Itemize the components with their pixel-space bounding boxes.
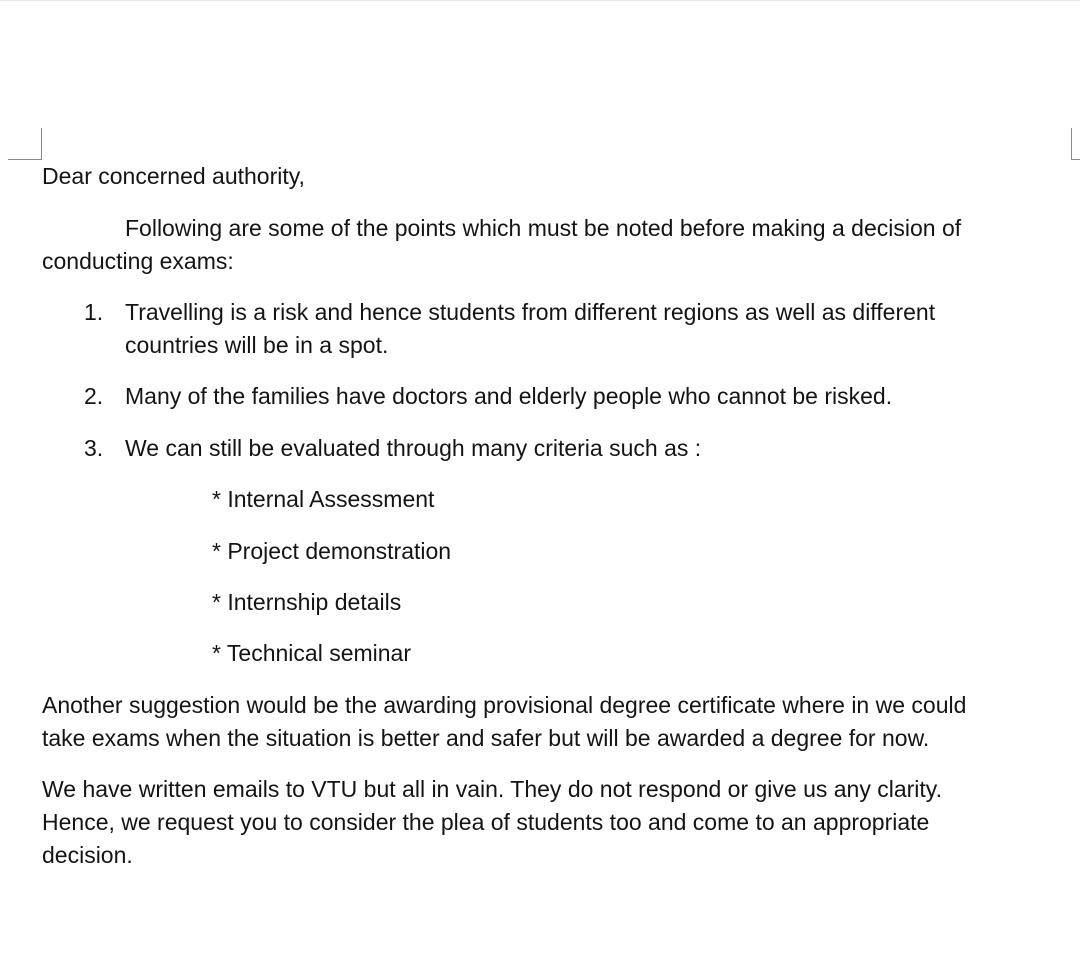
- criteria-item: * Project demonstration: [212, 538, 452, 564]
- salutation: Dear concerned authority,: [42, 163, 305, 189]
- criteria-item: * Technical seminar: [212, 640, 412, 666]
- margin-marker-left: [41, 128, 42, 159]
- closing-line: Hence, we request you to consider the plea of students too and come to an appropriate: [42, 809, 930, 835]
- intro-line: conducting exams:: [42, 248, 234, 274]
- closing-line: decision.: [42, 842, 133, 868]
- closing-line: We have written emails to VTU but all in vain. They do not respond or give us any clarity.: [42, 776, 942, 802]
- list-number: 2.: [84, 383, 104, 409]
- list-number: 1.: [84, 299, 104, 325]
- criteria-item: * Internship details: [212, 589, 402, 615]
- criteria-item: * Internal Assessment: [212, 486, 435, 512]
- suggestion-line: Another suggestion would be the awarding provisional degree certificate where in we could: [42, 692, 967, 718]
- list-item-text: countries will be in a spot.: [125, 332, 389, 358]
- margin-marker-left-horizontal: [8, 159, 42, 160]
- list-number: 3.: [84, 435, 104, 461]
- suggestion-line: take exams when the situation is better and safer but will be awarded a degree for now.: [42, 725, 930, 751]
- list-item-text: We can still be evaluated through many criteria such as :: [125, 435, 702, 461]
- margin-marker-right-horizontal: [1071, 159, 1080, 160]
- list-item-text: Many of the families have doctors and elderly people who cannot be risked.: [125, 383, 893, 409]
- list-item-text: Travelling is a risk and hence students from different regions as well as different: [125, 299, 936, 325]
- page-top-border: [0, 0, 1080, 1]
- intro-line: Following are some of the points which must be noted before making a decision of: [125, 215, 962, 241]
- margin-marker-right: [1071, 128, 1072, 159]
